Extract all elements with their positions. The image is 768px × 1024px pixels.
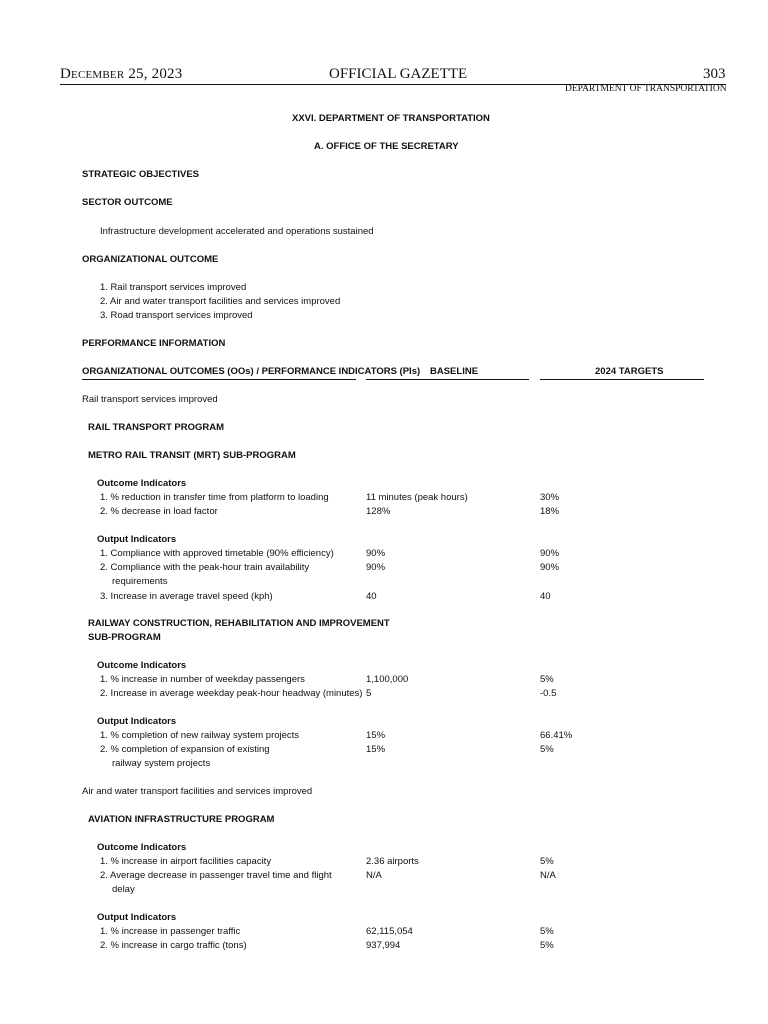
target-value: 5% [540, 744, 554, 755]
page-number: 303 [703, 66, 726, 82]
baseline-value: 15% [366, 744, 386, 755]
col-header-outcomes: ORGANIZATIONAL OUTCOMES (OOs) / PERFORMANCE INDICATORS (PIs) [82, 366, 421, 377]
col-rule-baseline [366, 379, 529, 380]
railway-outcome-label: Outcome Indicators [97, 660, 187, 671]
baseline-value: 5 [366, 688, 372, 699]
indicator-row: 2. Compliance with the peak-hour train availability [100, 562, 310, 573]
org-heading: ORGANIZATIONAL OUTCOME [82, 254, 219, 265]
rail-program-title: RAIL TRANSPORT PROGRAM [88, 422, 224, 433]
sector-heading: SECTOR OUTCOME [82, 197, 173, 208]
target-value: 30% [540, 492, 560, 503]
indicator-row: 1. % increase in passenger traffic [100, 926, 241, 937]
indicator-row: 1. % completion of new railway system projects [100, 730, 300, 741]
org-item: 1. Rail transport services improved [100, 282, 247, 293]
baseline-value: 15% [366, 730, 386, 741]
aviation-outcome-label: Outcome Indicators [97, 842, 187, 853]
header-department: DEPARTMENT OF TRANSPORTATION [565, 84, 727, 94]
org-item: 2. Air and water transport facilities and services improved [100, 296, 341, 307]
baseline-value: 90% [366, 548, 386, 559]
col-header-targets: 2024 TARGETS [595, 366, 664, 377]
baseline-value: 11 minutes (peak hours) [366, 492, 468, 503]
indicator-row-continued: requirements [112, 576, 168, 587]
indicator-row: 3. Increase in average travel speed (kph) [100, 591, 273, 602]
baseline-value: 937,994 [366, 940, 401, 951]
baseline-value: 90% [366, 562, 386, 573]
railway-subprogram-title: RAILWAY CONSTRUCTION, REHABILITATION AND IMPROVEMENT [88, 618, 390, 629]
rail-outcome: Rail transport services improved [82, 394, 218, 405]
target-value: N/A [540, 870, 556, 881]
col-rule-outcomes [82, 379, 356, 380]
target-value: 90% [540, 548, 560, 559]
col-rule-targets [540, 379, 704, 380]
target-value: 5% [540, 940, 554, 951]
org-item: 3. Road transport services improved [100, 310, 253, 321]
sub-title: A. OFFICE OF THE SECRETARY [314, 141, 459, 152]
gazette-title: OFFICIAL GAZETTE [329, 66, 468, 82]
mrt-outcome-label: Outcome Indicators [97, 478, 187, 489]
baseline-value: 1,100,000 [366, 674, 409, 685]
target-value: 66.41% [540, 730, 573, 741]
railway-output-label: Output Indicators [97, 716, 177, 727]
col-header-baseline: BASELINE [430, 366, 479, 377]
baseline-value: 40 [366, 591, 377, 602]
indicator-row: 1. Compliance with approved timetable (90% efficiency) [100, 548, 334, 559]
target-value: 5% [540, 926, 554, 937]
railway-subprogram-title-cont: SUB-PROGRAM [88, 632, 161, 643]
main-title: XXVI. DEPARTMENT OF TRANSPORTATION [292, 113, 490, 124]
indicator-row-continued: delay [112, 884, 135, 895]
mrt-subprogram-title: METRO RAIL TRANSIT (MRT) SUB-PROGRAM [88, 450, 296, 461]
indicator-row: 1. % increase in number of weekday passengers [100, 674, 305, 685]
indicator-row: 1. % increase in airport facilities capacity [100, 856, 272, 867]
strategic-heading: STRATEGIC OBJECTIVES [82, 169, 200, 180]
baseline-value: N/A [366, 870, 382, 881]
target-value: 5% [540, 674, 554, 685]
indicator-row-continued: railway system projects [112, 758, 211, 769]
indicator-row: 2. % completion of expansion of existing [100, 744, 270, 755]
indicator-row: 2. % increase in cargo traffic (tons) [100, 940, 247, 951]
target-value: 5% [540, 856, 554, 867]
air-outcome: Air and water transport facilities and services improved [82, 786, 313, 797]
aviation-output-label: Output Indicators [97, 912, 177, 923]
performance-heading: PERFORMANCE INFORMATION [82, 338, 226, 349]
baseline-value: 2.36 airports [366, 856, 419, 867]
header-date: December 25, 2023 [60, 66, 183, 82]
indicator-row: 1. % reduction in transfer time from platform to loading [100, 492, 329, 503]
indicator-row: 2. Average decrease in passenger travel time and flight [100, 870, 332, 881]
target-value: -0.5 [540, 688, 557, 699]
baseline-value: 128% [366, 506, 391, 517]
aviation-program-title: AVIATION INFRASTRUCTURE PROGRAM [88, 814, 275, 825]
indicator-row: 2. % decrease in load factor [100, 506, 218, 517]
mrt-output-label: Output Indicators [97, 534, 177, 545]
target-value: 18% [540, 506, 560, 517]
indicator-row: 2. Increase in average weekday peak-hour headway (minutes) [100, 688, 363, 699]
sector-text: Infrastructure development accelerated and operations sustained [100, 226, 374, 237]
baseline-value: 62,115,054 [366, 926, 413, 937]
target-value: 90% [540, 562, 560, 573]
target-value: 40 [540, 591, 551, 602]
